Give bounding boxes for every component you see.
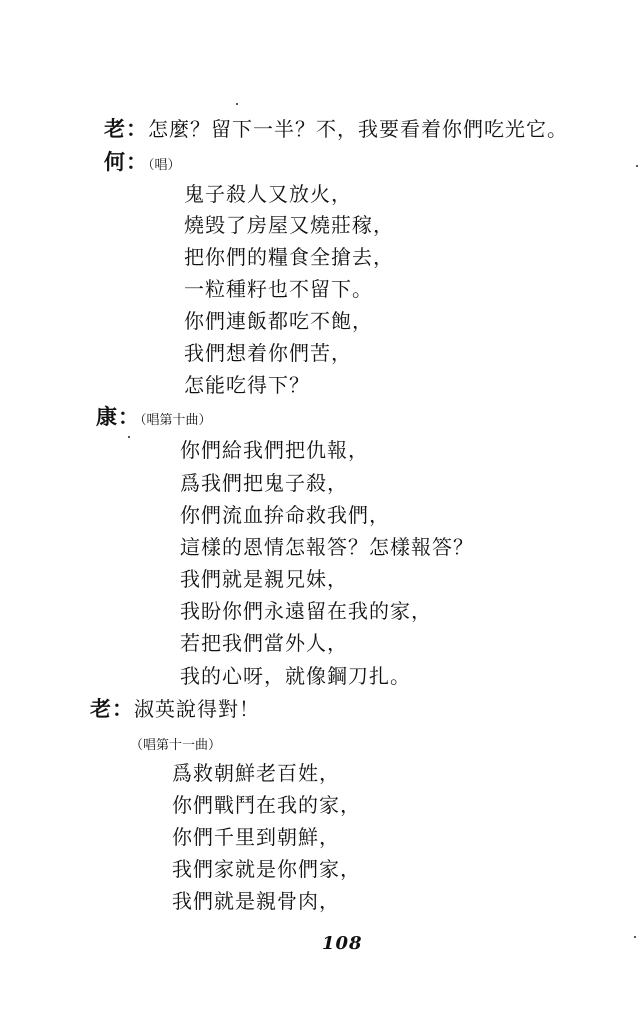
dialogue-line <box>96 405 212 433</box>
verse-line: 我們就是親骨肉， <box>172 889 340 913</box>
dialogue-line <box>104 150 181 178</box>
verse-line: 鬼子殺人又放火， <box>184 182 352 206</box>
scan-speck <box>128 436 130 438</box>
verse-line: 爲我們把鬼子殺， <box>180 471 348 495</box>
verse-line: 我盼你們永遠留在我的家， <box>180 599 432 623</box>
verse-line: 你們流血拚命救我們， <box>180 503 390 527</box>
dialogue-line <box>90 697 260 721</box>
page-number: 108 <box>322 933 363 954</box>
verse-line: 你們連飯都吃不飽， <box>184 309 373 333</box>
speaker-label: 何： <box>104 149 148 174</box>
stage-direction: （唱） <box>148 158 181 173</box>
speaker-label: 老： <box>90 696 134 721</box>
verse-line: 我們就是親兄妹， <box>180 567 348 591</box>
verse-line: 你們千里到朝鮮， <box>172 825 340 849</box>
stage-direction: （唱第十曲） <box>140 413 212 428</box>
verse-line: 爲救朝鮮老百姓， <box>172 761 340 785</box>
verse-line: 把你們的糧食全搶去， <box>184 245 394 269</box>
verse-line: 我們家就是你們家， <box>172 857 361 881</box>
dialogue-text: 淑英說得對！ <box>134 697 260 721</box>
verse-line: 若把我們當外人， <box>180 631 348 655</box>
verse-line: 你們給我們把仇報， <box>180 438 369 462</box>
scan-speck <box>636 165 638 167</box>
speaker-label: 康： <box>96 404 140 429</box>
verse-line: 一粒種籽也不留下。 <box>184 277 373 301</box>
verse-line: 我們想着你們苦， <box>184 341 352 365</box>
verse-line: 燒毁了房屋又燒莊稼， <box>184 213 394 237</box>
stage-direction: （唱第十一曲） <box>130 738 222 753</box>
dialogue-line <box>104 117 568 141</box>
verse-line: 這樣的恩情怎報答？怎樣報答？ <box>180 535 474 559</box>
scan-speck <box>236 103 238 105</box>
dialogue-text: 怎麼？留下一半？不，我要看着你們吃光它。 <box>148 117 568 141</box>
verse-line: 我的心呀，就像鋼刀扎。 <box>180 664 411 688</box>
verse-line: 你們戰鬥在我的家， <box>172 793 361 817</box>
speaker-label: 老： <box>104 116 148 141</box>
verse-line: 怎能吃得下？ <box>184 373 310 397</box>
scan-speck <box>634 936 636 938</box>
